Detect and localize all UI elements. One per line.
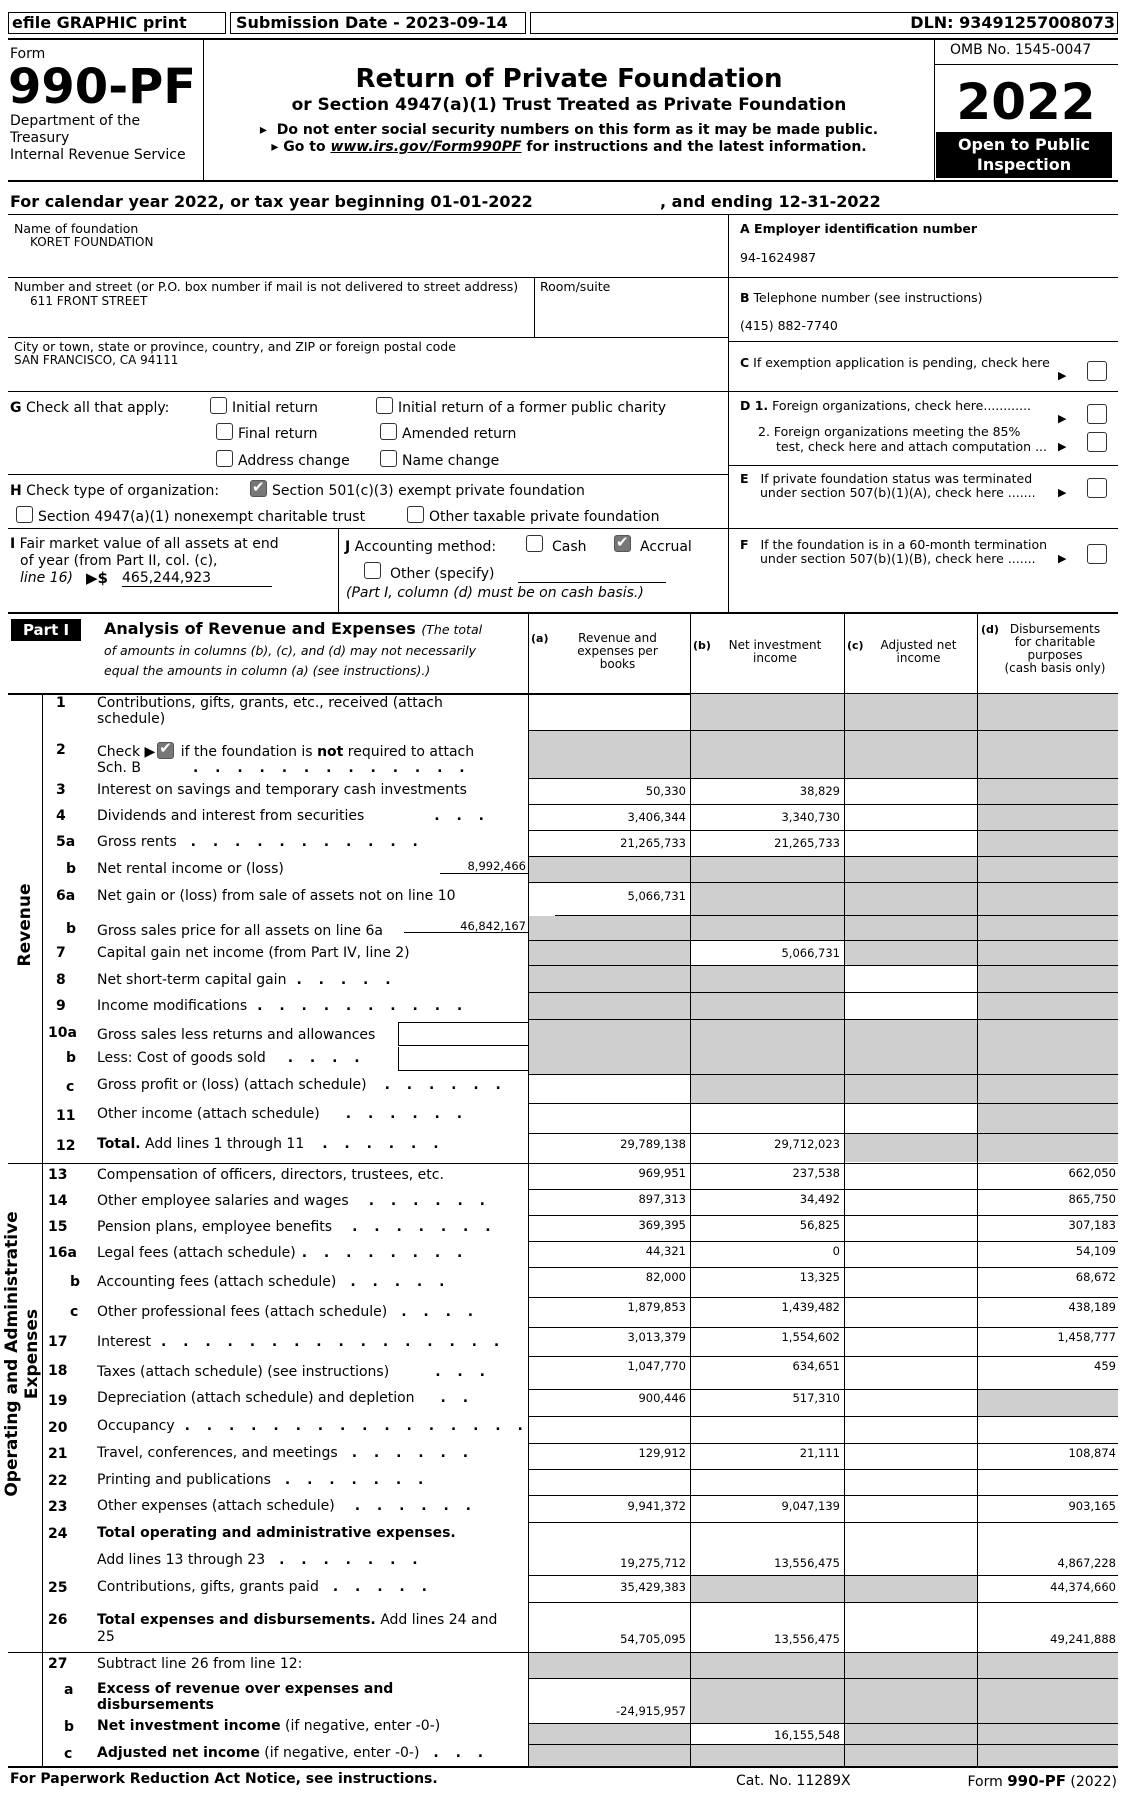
line-9-desc: Income modifications . . . . . . . . . .	[97, 998, 469, 1014]
line-18-number: 18	[48, 1363, 68, 1379]
street-label: Number and street (or P.O. box number if mail is not delivered to street address)	[14, 279, 519, 294]
line-13-col-b: 237,538	[792, 1166, 840, 1180]
line-25-desc: Contributions, gifts, grants paid . . . . .	[97, 1579, 433, 1595]
line-27b-desc: Net investment income (if negative, enter -0-)	[97, 1718, 441, 1734]
note-instructions: ▸ Go to www.irs.gov/Form990PF for instructions and the latest information.	[271, 139, 867, 155]
line-16c-number: c	[70, 1304, 79, 1320]
col-d-letter: (d)	[981, 623, 999, 636]
i-fair-market-value: 465,244,923	[122, 570, 272, 587]
line-5a-desc: Gross rents . . . . . . . . . . .	[97, 834, 424, 850]
h-label: H Check type of organization:	[10, 483, 220, 499]
i-line3: line 16)	[20, 570, 73, 586]
side-label-expenses: Operating and Administrative Expenses	[2, 1211, 42, 1497]
line-11-desc: Other income (attach schedule) . . . . . .	[97, 1106, 469, 1122]
line-4-col-a: 3,406,344	[627, 810, 686, 824]
f-text-2: under section 507(b)(1)(B), check here .......	[760, 551, 1036, 566]
line-25-col-d: 44,374,660	[1050, 1580, 1116, 1594]
calendar-year-end: , and ending 12-31-2022	[660, 192, 881, 211]
line-12-number: 12	[56, 1138, 76, 1154]
submission-date: Submission Date - 2023-09-14	[236, 13, 508, 32]
line-27b-col-b: 16,155,548	[774, 1728, 840, 1742]
phone-value: (415) 882-7740	[740, 318, 838, 333]
f-text-1: F If the foundation is in a 60-month termination	[740, 537, 1048, 552]
j-cash-basis-note: (Part I, column (d) must be on cash basis.)	[346, 585, 644, 601]
line-26-col-b: 13,556,475	[774, 1632, 840, 1646]
line-2-desc2: Sch. B . . . . . . . . . . . . .	[97, 760, 471, 776]
g-amended-return-label: Amended return	[402, 426, 517, 442]
line-16a-col-b: 0	[832, 1244, 840, 1258]
line-7-number: 7	[56, 945, 66, 961]
line-3-col-b: 38,829	[799, 784, 840, 798]
line-19-number: 19	[48, 1393, 68, 1409]
j-accrual-label: Accrual	[640, 539, 692, 555]
line-2-number: 2	[56, 742, 66, 758]
line-21-col-b: 21,111	[799, 1446, 840, 1460]
line-15-col-d: 307,183	[1068, 1218, 1116, 1232]
j-accrual-checkbox[interactable]	[614, 535, 631, 552]
phone-label: B Telephone number (see instructions)	[740, 290, 983, 305]
line-17-col-d: 1,458,777	[1057, 1330, 1116, 1344]
line-5a-number: 5a	[56, 834, 76, 850]
line-12-desc: Total. Add lines 1 through 11 . . . . . .	[97, 1136, 445, 1152]
line-12-col-b: 29,712,023	[774, 1137, 840, 1151]
line-16b-col-d: 68,672	[1075, 1270, 1116, 1284]
col-c-header: Adjusted net income	[880, 638, 957, 665]
calendar-year-begin: For calendar year 2022, or tax year beginning 01-01-2022	[10, 192, 533, 211]
form-title: Return of Private Foundation	[355, 64, 783, 94]
line-5b-desc: Net rental income or (loss)	[97, 861, 284, 877]
line-16c-col-b: 1,439,482	[781, 1300, 840, 1314]
line-16c-col-a: 1,879,853	[627, 1300, 686, 1314]
line-15-col-a: 369,395	[638, 1218, 686, 1232]
f-arrow-icon: ▶	[1058, 552, 1067, 565]
h-4947-label: Section 4947(a)(1) nonexempt charitable trust	[38, 509, 366, 525]
line-19-col-b: 517,310	[792, 1391, 840, 1405]
line-24-desc2: Add lines 13 through 23 . . . . . . .	[97, 1552, 424, 1568]
line-24-col-b: 13,556,475	[774, 1556, 840, 1570]
line-23-col-d: 903,165	[1068, 1499, 1116, 1513]
g-initial-former-checkbox[interactable]	[376, 397, 393, 414]
j-cash-label: Cash	[552, 539, 587, 555]
line-8-desc: Net short-term capital gain . . . . .	[97, 972, 397, 988]
i-dollar-arrow: ▶$	[86, 569, 108, 587]
h-4947-checkbox[interactable]	[16, 506, 33, 523]
dept-line1: Department of the	[10, 113, 141, 129]
line-5b-number: b	[66, 861, 77, 877]
foundation-name-label: Name of foundation	[14, 221, 139, 236]
line-15-desc: Pension plans, employee benefits . . . . . . .	[97, 1219, 497, 1235]
line-27a-desc: Excess of revenue over expenses and disbursements	[97, 1681, 394, 1713]
line-14-col-a: 897,313	[638, 1192, 686, 1206]
part1-desc2: of amounts in columns (b), (c), and (d) may not necessarily	[104, 643, 476, 658]
line-24-col-d: 4,867,228	[1057, 1556, 1116, 1570]
line-23-col-a: 9,941,372	[627, 1499, 686, 1513]
line-5a-col-b: 21,265,733	[774, 836, 840, 850]
line-6b-desc: Gross sales price for all assets on line 6a	[97, 923, 383, 939]
line-23-col-b: 9,047,139	[781, 1499, 840, 1513]
line-24-number: 24	[48, 1526, 68, 1542]
line-13-desc: Compensation of officers, directors, trustees, etc.	[97, 1167, 444, 1183]
line-14-desc: Other employee salaries and wages . . . . . .	[97, 1193, 491, 1209]
line-6b-number: b	[66, 921, 77, 937]
line-3-number: 3	[56, 782, 66, 798]
line-13-col-a: 969,951	[638, 1166, 686, 1180]
line-17-col-a: 3,013,379	[627, 1330, 686, 1344]
j-other-checkbox[interactable]	[364, 562, 381, 579]
col-b-letter: (b)	[693, 639, 711, 652]
dln: DLN: 93491257008073	[910, 13, 1115, 32]
line-20-number: 20	[48, 1420, 68, 1436]
line-23-desc: Other expenses (attach schedule) . . . . . .	[97, 1498, 477, 1514]
line-18-col-a: 1,047,770	[627, 1359, 686, 1373]
d2-text-1: 2. Foreign organizations meeting the 85%	[758, 424, 1021, 439]
form-subtitle: or Section 4947(a)(1) Trust Treated as Private Foundation	[291, 95, 847, 115]
line-26-col-a: 54,705,095	[620, 1632, 686, 1646]
line-27-desc: Subtract line 26 from line 12:	[97, 1656, 303, 1672]
line-17-desc: Interest . . . . . . . . . . . . . . . .	[97, 1334, 506, 1350]
line-10c-desc: Gross profit or (loss) (attach schedule) . . . . . .	[97, 1077, 507, 1093]
line-7-col-b: 5,066,731	[781, 946, 840, 960]
d1-arrow-icon: ▶	[1058, 412, 1067, 425]
part1-desc3: equal the amounts in column (a) (see instructions).)	[104, 663, 431, 678]
line-25-number: 25	[48, 1580, 68, 1596]
line-8-number: 8	[56, 972, 66, 988]
line-26-number: 26	[48, 1612, 68, 1628]
e-text-1: E If private foundation status was terminated	[740, 471, 1033, 486]
line-17-number: 17	[48, 1334, 68, 1350]
side-label-revenue: Revenue	[15, 883, 35, 967]
line-6a-desc: Net gain or (loss) from sale of assets not on line 10	[97, 888, 456, 904]
line-10a-number: 10a	[48, 1025, 77, 1041]
part1-title: Analysis of Revenue and Expenses (The total	[104, 619, 483, 638]
line-2-sch-b-checkbox[interactable]	[157, 742, 174, 759]
line-21-col-a: 129,912	[638, 1446, 686, 1460]
line-18-desc: Taxes (attach schedule) (see instructions) . . .	[97, 1364, 491, 1380]
line-18-col-b: 634,651	[792, 1359, 840, 1373]
footer-form-number: Form 990-PF (2022)	[967, 1772, 1117, 1790]
line-6a-col-a: 5,066,731	[627, 889, 686, 903]
line-5b-inline-value: 8,992,466	[467, 859, 526, 873]
c-exemption-checkbox[interactable]	[1087, 361, 1107, 381]
j-label: J Accounting method:	[345, 539, 497, 555]
dept-line2: Treasury	[10, 130, 70, 146]
line-22-number: 22	[48, 1473, 68, 1489]
j-cash-checkbox[interactable]	[526, 535, 543, 552]
line-7-desc: Capital gain net income (from Part IV, line 2)	[97, 945, 410, 961]
g-address-change-checkbox[interactable]	[216, 450, 233, 467]
line-16c-col-d: 438,189	[1068, 1300, 1116, 1314]
line-5a-col-a: 21,265,733	[620, 836, 686, 850]
line-16a-col-a: 44,321	[645, 1244, 686, 1258]
form-number: 990-PF	[8, 59, 197, 115]
line-1-desc: Contributions, gifts, grants, etc., received (attach schedule)	[97, 695, 443, 727]
line-6b-inline-value: 46,842,167	[460, 919, 526, 933]
street-address: 611 FRONT STREET	[30, 294, 148, 308]
g-name-change-label: Name change	[402, 453, 500, 469]
c-exemption-text: C If exemption application is pending, check here	[740, 355, 1050, 370]
g-initial-return-checkbox[interactable]	[210, 397, 227, 414]
line-26-col-d: 49,241,888	[1050, 1632, 1116, 1646]
h-other-taxable-label: Other taxable private foundation	[429, 509, 660, 525]
city-label: City or town, state or province, country, and ZIP or foreign postal code	[14, 339, 456, 354]
line-3-desc: Interest on savings and temporary cash investments	[97, 782, 467, 798]
line-27c-desc: Adjusted net income (if negative, enter -0-) . . .	[97, 1745, 490, 1761]
e-terminated-checkbox[interactable]	[1087, 478, 1107, 498]
line-22-desc: Printing and publications . . . . . . .	[97, 1472, 430, 1488]
f-termination-checkbox[interactable]	[1087, 544, 1107, 564]
irs-link[interactable]: www.irs.gov/Form990PF	[330, 139, 522, 155]
d2-text-2: test, check here and attach computation ...	[776, 439, 1047, 454]
line-21-desc: Travel, conferences, and meetings . . . . . .	[97, 1445, 475, 1461]
line-11-number: 11	[56, 1108, 76, 1124]
col-a-header: Revenue and expenses per books	[577, 631, 658, 671]
line-9-number: 9	[56, 998, 66, 1014]
tax-year: 2022	[956, 73, 1096, 131]
g-name-change-checkbox[interactable]	[380, 450, 397, 467]
line-19-desc: Depreciation (attach schedule) and depletion . .	[97, 1390, 475, 1406]
footer-cat-number: Cat. No. 11289X	[736, 1773, 851, 1789]
i-line2: of year (from Part II, col. (c),	[20, 553, 218, 569]
ein-label: A Employer identification number	[740, 221, 978, 236]
line-16b-desc: Accounting fees (attach schedule) . . . . .	[97, 1274, 451, 1290]
h-other-taxable-checkbox[interactable]	[407, 506, 424, 523]
line-15-number: 15	[48, 1219, 68, 1235]
e-arrow-icon: ▶	[1058, 486, 1067, 499]
line-16a-col-d: 54,109	[1075, 1244, 1116, 1258]
line-16b-number: b	[70, 1274, 81, 1290]
line-16c-desc: Other professional fees (attach schedule) . . . .	[97, 1304, 480, 1320]
line10a-inline-box[interactable]	[398, 1022, 528, 1046]
dept-line3: Internal Revenue Service	[10, 147, 186, 163]
i-line1: I Fair market value of all assets at end	[10, 536, 279, 552]
line-14-number: 14	[48, 1193, 68, 1209]
line-27a-col-a: -24,915,957	[616, 1704, 686, 1718]
d2-foreign-checkbox[interactable]	[1087, 432, 1107, 452]
footer-paperwork-notice: For Paperwork Reduction Act Notice, see instructions.	[10, 1771, 438, 1787]
line-4-number: 4	[56, 808, 66, 824]
line-21-number: 21	[48, 1446, 68, 1462]
line-26-desc2: 25	[97, 1629, 115, 1645]
g-label: G Check all that apply:	[10, 400, 170, 416]
room-label: Room/suite	[540, 279, 611, 294]
open-to-public-badge: Open to Public Inspection	[936, 132, 1112, 178]
col-b-header: Net investment income	[728, 638, 822, 665]
g-amended-return-checkbox[interactable]	[380, 423, 397, 440]
line-16b-col-b: 13,325	[799, 1270, 840, 1284]
line-24-col-a: 19,275,712	[620, 1556, 686, 1570]
g-initial-former-label: Initial return of a former public charity	[398, 400, 667, 416]
line-16a-desc: Legal fees (attach schedule) . . . . . . . .	[97, 1245, 469, 1261]
line-27-number: 27	[48, 1656, 68, 1672]
d2-arrow-icon: ▶	[1058, 440, 1067, 453]
line-10b-desc: Less: Cost of goods sold . . . .	[97, 1050, 366, 1066]
part1-tag: Part I	[11, 619, 81, 641]
form-word: Form	[10, 46, 46, 62]
line-27c-number: c	[64, 1746, 73, 1762]
c-arrow-icon: ▶	[1058, 369, 1067, 382]
line-10c-number: c	[66, 1079, 75, 1095]
e-text-2: under section 507(b)(1)(A), check here .......	[760, 485, 1036, 500]
line-6a-number: 6a	[56, 888, 76, 904]
line-26-desc: Total expenses and disbursements. Add lines 24 and	[97, 1612, 498, 1628]
d1-foreign-text: D 1. Foreign organizations, check here............	[740, 398, 1032, 413]
col-c-letter: (c)	[847, 639, 864, 652]
h-501c3-checkbox[interactable]	[250, 480, 267, 497]
h-501c3-label: Section 501(c)(3) exempt private foundation	[272, 483, 585, 499]
line-3-col-a: 50,330	[645, 784, 686, 798]
line-10a-desc: Gross sales less returns and allowances	[97, 1027, 376, 1043]
line-25-col-a: 35,429,383	[620, 1580, 686, 1594]
line-13-number: 13	[48, 1167, 68, 1183]
j-other-label: Other (specify)	[390, 566, 495, 582]
line-16b-col-a: 82,000	[645, 1270, 686, 1284]
line10b-inline-box[interactable]	[398, 1047, 528, 1071]
efile-label: efile GRAPHIC print	[12, 13, 187, 32]
line-14-col-b: 34,492	[799, 1192, 840, 1206]
g-final-return-label: Final return	[238, 426, 318, 442]
g-final-return-checkbox[interactable]	[216, 423, 233, 440]
omb-number: OMB No. 1545-0047	[950, 42, 1092, 58]
line-16a-number: 16a	[48, 1245, 77, 1261]
line-27a-number: a	[64, 1682, 74, 1698]
line-19-col-a: 900,446	[638, 1391, 686, 1405]
line-17-col-b: 1,554,602	[781, 1330, 840, 1344]
line-2-desc: Check ▶✔ if the foundation is not required to attach	[97, 742, 474, 760]
line-4-col-b: 3,340,730	[781, 810, 840, 824]
line-23-number: 23	[48, 1499, 68, 1515]
g-address-change-label: Address change	[238, 453, 350, 469]
line-20-desc: Occupancy . . . . . . . . . . . . . . . .	[97, 1418, 529, 1434]
line-1-number: 1	[56, 695, 66, 711]
col-d-header: Disbursements for charitable purposes (cash basis only)	[1004, 622, 1106, 675]
line-12-col-a: 29,789,138	[620, 1137, 686, 1151]
col-a-letter: (a)	[531, 632, 549, 645]
g-initial-return-label: Initial return	[232, 400, 318, 416]
line-24-desc: Total operating and administrative expenses.	[97, 1525, 456, 1541]
line-15-col-b: 56,825	[799, 1218, 840, 1232]
line-18-col-d: 459	[1094, 1359, 1116, 1373]
line-4-desc: Dividends and interest from securities . . .	[97, 808, 490, 824]
city-address: SAN FRANCISCO, CA 94111	[14, 353, 179, 367]
line-21-col-d: 108,874	[1068, 1446, 1116, 1460]
ein-value: 94-1624987	[740, 250, 817, 265]
line-27b-number: b	[64, 1719, 75, 1735]
line-13-col-d: 662,050	[1068, 1166, 1116, 1180]
foundation-name: KORET FOUNDATION	[30, 235, 154, 249]
d1-foreign-checkbox[interactable]	[1087, 404, 1107, 424]
line-14-col-d: 865,750	[1068, 1192, 1116, 1206]
line-10b-number: b	[66, 1050, 77, 1066]
note-ssn: ▸ Do not enter social security numbers on this form as it may be made public.	[259, 122, 879, 138]
